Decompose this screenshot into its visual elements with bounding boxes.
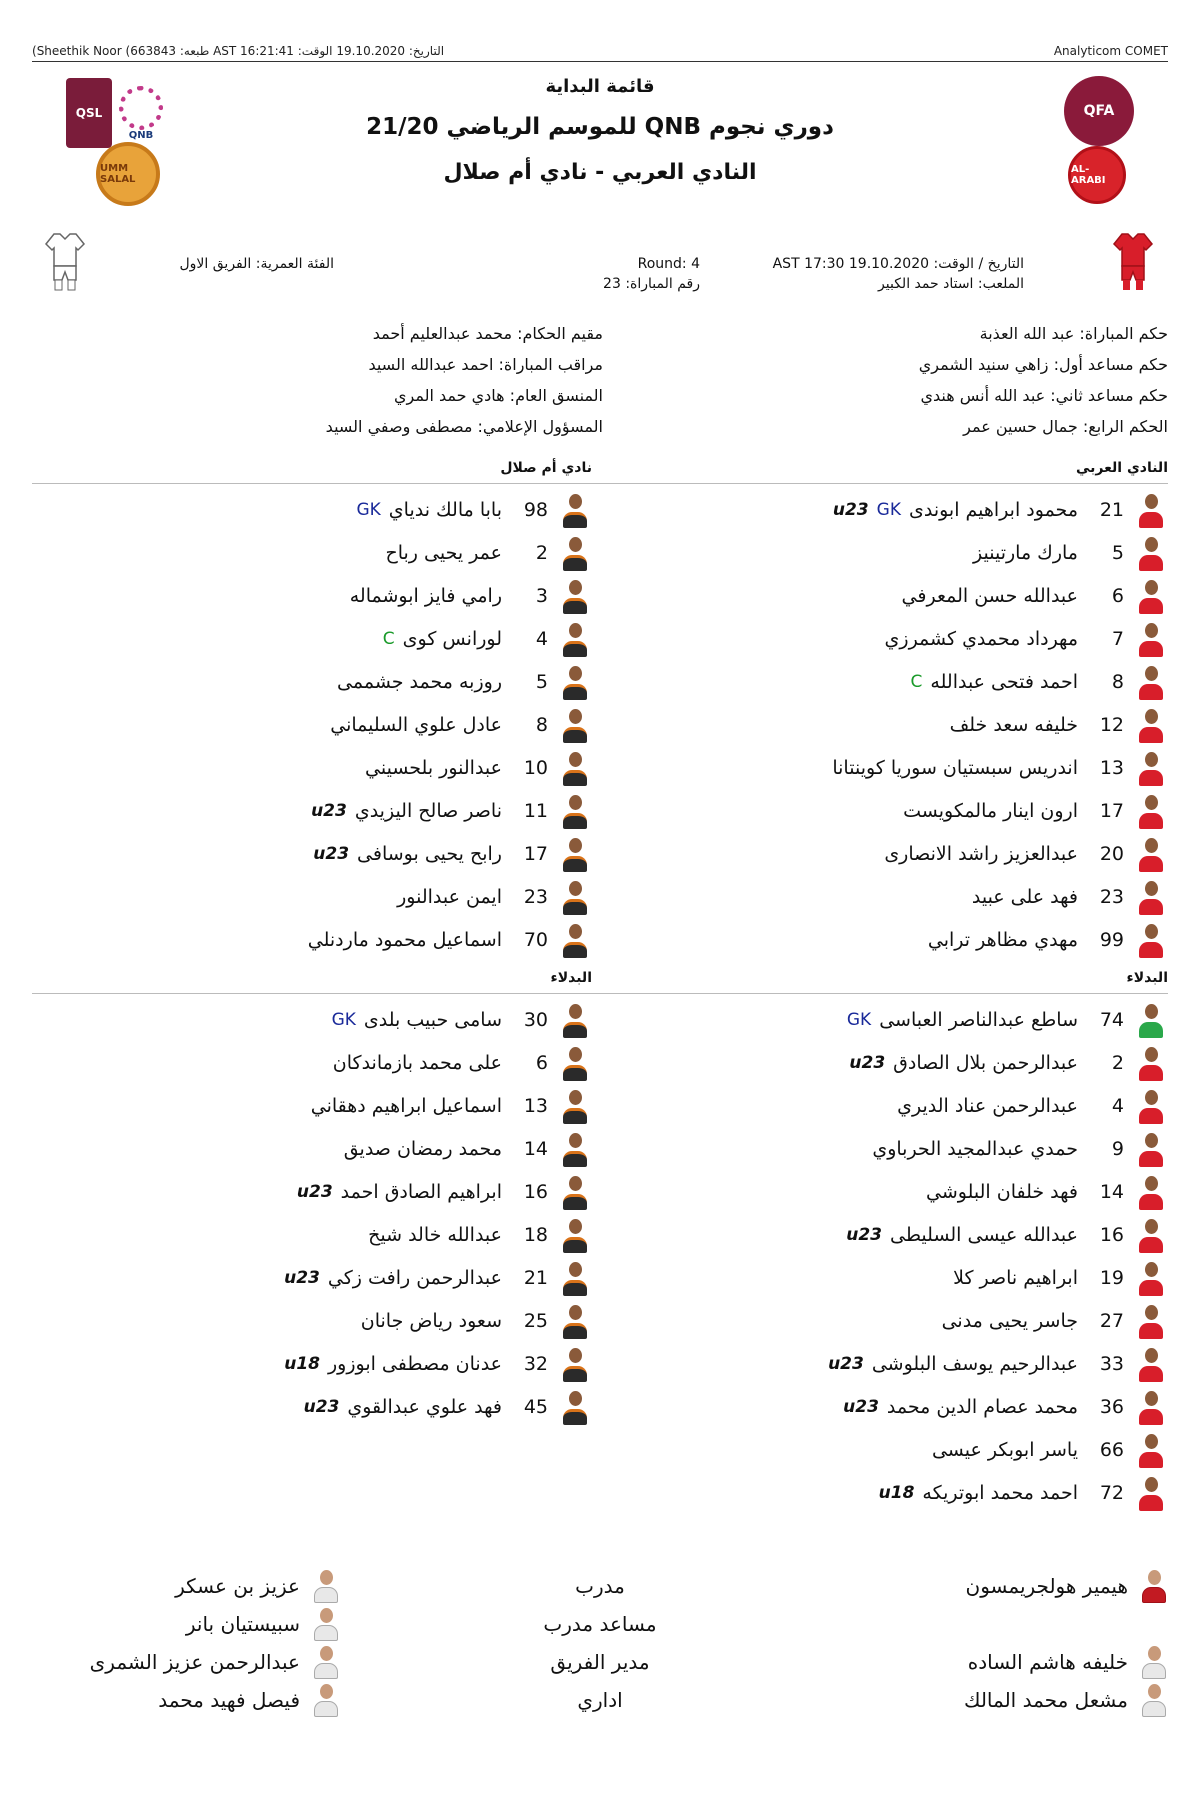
staff-photo (312, 1569, 340, 1603)
player-photo (562, 922, 588, 958)
staff-row (40, 1643, 340, 1681)
player-photo (562, 750, 588, 786)
player-row (604, 617, 1164, 660)
match-datetime-venue (724, 254, 1024, 294)
official-line: المسؤول الإعلامي: مصطفى وصفي السيد (325, 417, 603, 436)
player-photo (1138, 492, 1164, 528)
staff-photo (1140, 1683, 1168, 1717)
age-tag: u18 (878, 1482, 915, 1503)
player-name: عادل علوي السليماني (330, 713, 502, 736)
player-row (28, 918, 588, 961)
player-name: لورانس كوى (402, 627, 502, 650)
player-row (28, 746, 588, 789)
player-name: خليفه سعد خلف (949, 713, 1078, 736)
player-name: اسماعيل محمود ماردنلي (307, 928, 502, 951)
age-tag: u23 (296, 1181, 333, 1202)
player-name: رابح يحيى بوسافى (357, 842, 502, 865)
player-number: 99 (1099, 928, 1124, 951)
player-photo (562, 1217, 588, 1253)
player-name: رامي فايز ابوشماله (349, 584, 502, 607)
player-photo (562, 492, 588, 528)
player-photo (1138, 1389, 1164, 1425)
home-staff-list (868, 1567, 1168, 1719)
staff-row (868, 1567, 1168, 1605)
player-number: 21 (1099, 498, 1124, 521)
print-info: التاريخ: 19.10.2020 الوقت: AST 16:21:41 طبعه: 663843) Sheethik Noor) (32, 44, 445, 58)
player-row (604, 1213, 1164, 1256)
player-name: مارك مارتينيز (973, 541, 1078, 564)
player-photo (562, 836, 588, 872)
player-number: 13 (523, 1094, 548, 1117)
player-number: 17 (523, 842, 548, 865)
player-photo (1138, 793, 1164, 829)
away-staff-list (40, 1567, 340, 1719)
player-row (28, 1041, 588, 1084)
match-number: رقم المباراة: 23 (603, 276, 700, 292)
player-number: 14 (523, 1137, 548, 1160)
player-number: 13 (1099, 756, 1124, 779)
player-name: ايمن عبدالنور (397, 885, 502, 908)
player-name: اندريس سبستيان سوريا كوينتانا (832, 756, 1078, 779)
captain-tag: C (382, 628, 395, 649)
player-row (28, 1385, 588, 1428)
official-line: حكم مساعد أول: زاهي سنيد الشمري (918, 355, 1168, 374)
round-info (560, 254, 700, 294)
system-name: Analyticom COMET (1053, 44, 1168, 58)
player-photo (1138, 879, 1164, 915)
age-tag: u23 (828, 1353, 864, 1374)
player-name: عبدالله حسن المعرفي (901, 584, 1078, 607)
qnb-stars-league-logo: QNB (116, 80, 166, 146)
player-photo (1138, 836, 1164, 872)
player-number: 45 (523, 1395, 548, 1418)
player-number: 32 (523, 1352, 548, 1375)
player-number: 9 (1111, 1137, 1124, 1160)
player-photo (1138, 1131, 1164, 1167)
player-row (604, 1385, 1164, 1428)
player-row (28, 875, 588, 918)
report-header (32, 70, 1168, 230)
player-photo (1138, 1432, 1164, 1468)
staff-name: عبدالرحمن عزيز الشمرى (89, 1650, 300, 1674)
home-subs-list (604, 998, 1164, 1514)
print-header-bar (32, 42, 1168, 62)
player-name: احمد محمد ابوتريكه (922, 1481, 1078, 1504)
player-number: 25 (523, 1309, 548, 1332)
start-list-title: قائمة البداية (545, 76, 655, 97)
player-name: عمر يحيى رباح (385, 541, 502, 564)
player-row (28, 1213, 588, 1256)
staff-name: هيمير هولجريمسون (965, 1574, 1128, 1598)
staff-roles (480, 1567, 720, 1719)
official-line: الحكم الرابع: جمال حسين عمر (963, 417, 1168, 436)
player-name: عبدالله عيسى السليطى (890, 1223, 1078, 1246)
player-name: ابراهيم الصادق احمد (340, 1180, 502, 1203)
player-name: روزبه محمد جشممى (337, 670, 502, 693)
staff-name: خليفه هاشم الساده (967, 1650, 1128, 1674)
player-row (604, 660, 1164, 703)
player-photo (562, 1174, 588, 1210)
staff-photo (312, 1607, 340, 1641)
player-row (604, 918, 1164, 961)
player-number: 36 (1099, 1395, 1124, 1418)
player-number: 16 (523, 1180, 548, 1203)
player-photo (1138, 578, 1164, 614)
player-row (28, 574, 588, 617)
player-row (28, 998, 588, 1041)
player-photo (1138, 535, 1164, 571)
qsl-logo: QSL (66, 78, 112, 148)
player-number: 72 (1099, 1481, 1124, 1504)
staff-photo (1140, 1645, 1168, 1679)
player-name: محمد رمضان صديق (343, 1137, 502, 1160)
age-group: الفئة العمرية: الفريق الاول (179, 256, 334, 272)
player-number: 12 (1099, 713, 1124, 736)
staff-name: فيصل فهيد محمد (158, 1688, 300, 1712)
captain-tag: C (910, 671, 923, 692)
player-name: محمد عصام الدين محمد (886, 1395, 1078, 1418)
player-photo (1138, 750, 1164, 786)
player-photo (1138, 1174, 1164, 1210)
player-row (28, 1127, 588, 1170)
age-tag: u23 (843, 1396, 879, 1417)
player-number: 8 (1111, 670, 1124, 693)
player-name: حمدي عبدالمجيد الحرباوي (872, 1137, 1078, 1160)
player-number: 2 (535, 541, 548, 564)
player-photo (1138, 1303, 1164, 1339)
player-name: مهرداد محمدي كشمرزي (884, 627, 1078, 650)
official-line: مراقب المباراة: احمد عبدالله السيد (368, 355, 603, 374)
player-photo (562, 535, 588, 571)
player-row (28, 789, 588, 832)
player-row (28, 531, 588, 574)
staff-row (868, 1643, 1168, 1681)
age-tag: u23 (311, 800, 347, 821)
player-name: عبدالله خالد شيخ (368, 1223, 502, 1246)
league-title: دوري نجوم QNB للموسم الرياضي 21/20 (366, 114, 834, 140)
divider (32, 483, 1168, 484)
player-number: 18 (523, 1223, 548, 1246)
player-number: 66 (1099, 1438, 1124, 1461)
official-line: مقيم الحكام: محمد عبدالعليم أحمد (372, 324, 603, 343)
player-number: 27 (1099, 1309, 1124, 1332)
staff-row (40, 1567, 340, 1605)
player-number: 14 (1099, 1180, 1124, 1203)
player-name: عبدالعزيز راشد الانصارى (884, 842, 1078, 865)
player-row (604, 1127, 1164, 1170)
player-row (604, 1342, 1164, 1385)
player-photo (1138, 707, 1164, 743)
player-row (28, 617, 588, 660)
player-number: 19 (1099, 1266, 1124, 1289)
match-datetime: التاريخ / الوقت: 19.10.2020 AST 17:30 (772, 256, 1024, 272)
player-number: 7 (1111, 627, 1124, 650)
away-kit-icon (44, 232, 86, 292)
player-photo (1138, 1088, 1164, 1124)
player-number: 21 (523, 1266, 548, 1289)
age-tag: u23 (303, 1396, 340, 1417)
player-row (28, 832, 588, 875)
player-name: فهد خلفان البلوشي (926, 1180, 1078, 1203)
staff-photo (1140, 1569, 1168, 1603)
player-photo (1138, 1475, 1164, 1511)
staff-name: سبيستيان بانر (185, 1612, 300, 1636)
player-photo (562, 1303, 588, 1339)
role-team-manager: مدير الفريق (550, 1650, 650, 1674)
officials-right (788, 318, 1168, 442)
player-number: 70 (523, 928, 548, 951)
player-name: محمود ابراهيم ابوندى (908, 498, 1078, 521)
player-row (604, 1471, 1164, 1514)
player-name: عدنان مصطفى ابوزور (327, 1352, 502, 1375)
role-administrator: اداري (577, 1688, 623, 1712)
player-row (604, 488, 1164, 531)
player-photo (562, 664, 588, 700)
player-row (604, 703, 1164, 746)
player-photo (562, 578, 588, 614)
role-coach: مدرب (575, 1574, 625, 1598)
qfa-logo: QFA (1064, 76, 1134, 146)
player-name: سامى حبيب بلدى (363, 1008, 502, 1031)
player-row (604, 998, 1164, 1041)
player-name: ناصر صالح اليزيدي (354, 799, 502, 822)
player-photo (1138, 664, 1164, 700)
player-photo (562, 1389, 588, 1425)
home-subs-heading: البدلاء (1126, 970, 1168, 986)
player-name: ياسر ابوبكر عيسى (931, 1438, 1078, 1461)
player-number: 20 (1099, 842, 1124, 865)
player-number: 5 (1111, 541, 1124, 564)
player-number: 11 (523, 799, 548, 822)
player-name: ساطع عبدالناصر العباسى (879, 1008, 1078, 1031)
staff-name: مشعل محمد المالك (963, 1688, 1128, 1712)
player-row (28, 660, 588, 703)
player-name: بابا مالك ندياي (388, 498, 502, 521)
goalkeeper-tag: GK (331, 1009, 356, 1030)
away-subs-heading: البدلاء (550, 970, 592, 986)
player-row (28, 488, 588, 531)
player-number: 17 (1099, 799, 1124, 822)
player-photo (562, 1131, 588, 1167)
player-name: عبدالرحمن عناد الديري (897, 1094, 1078, 1117)
age-tag: u18 (284, 1353, 320, 1374)
age-tag: u23 (313, 843, 350, 864)
player-row (604, 1170, 1164, 1213)
home-kit-icon (1112, 232, 1154, 292)
player-photo (562, 621, 588, 657)
player-row (604, 746, 1164, 789)
player-photo (562, 1002, 588, 1038)
player-number: 6 (535, 1051, 548, 1074)
player-name: عبدالنور بلحسيني (365, 756, 502, 779)
player-row (604, 1256, 1164, 1299)
player-name: على محمد بازماندكان (332, 1051, 502, 1074)
player-photo (562, 707, 588, 743)
staff-row (868, 1605, 1168, 1643)
goalkeeper-tag: GK (356, 499, 381, 520)
player-row (28, 1170, 588, 1213)
player-number: 23 (523, 885, 548, 908)
player-number: 23 (1099, 885, 1124, 908)
age-tag: u23 (284, 1267, 320, 1288)
role-assistant-coach: مساعد مدرب (543, 1612, 657, 1636)
player-row (28, 1084, 588, 1127)
match-venue: الملعب: استاد حمد الكبير (878, 276, 1024, 292)
player-photo (562, 793, 588, 829)
player-photo (1138, 621, 1164, 657)
player-number: 16 (1099, 1223, 1124, 1246)
player-row (28, 703, 588, 746)
official-line: المنسق العام: هادي حمد المري (394, 386, 603, 405)
player-name: فهد علوي عبدالقوي (347, 1395, 502, 1418)
player-photo (562, 1088, 588, 1124)
away-starters-list (28, 488, 588, 961)
player-photo (562, 1260, 588, 1296)
away-team-heading: نادي أم صلال (500, 460, 592, 476)
staff-name: عزيز بن عسكر (175, 1574, 300, 1598)
official-line: حكم مساعد ثاني: عبد الله أنس هندي (920, 386, 1168, 405)
player-photo (562, 1045, 588, 1081)
player-row (604, 574, 1164, 617)
player-row (604, 1428, 1164, 1471)
player-number: 98 (523, 498, 548, 521)
player-name: سعود رياض جانان (360, 1309, 502, 1332)
player-name: عبدالرحيم يوسف البلوشى (871, 1352, 1078, 1375)
player-row (604, 531, 1164, 574)
officials-left (243, 318, 603, 442)
player-number: 4 (1111, 1094, 1124, 1117)
player-photo (1138, 1217, 1164, 1253)
player-number: 33 (1099, 1352, 1124, 1375)
player-number: 4 (535, 627, 548, 650)
player-photo (1138, 1260, 1164, 1296)
al-arabi-logo: AL-ARABI (1068, 146, 1126, 204)
home-starters-list (604, 488, 1164, 961)
player-row (28, 1342, 588, 1385)
player-number: 2 (1111, 1051, 1124, 1074)
player-photo (1138, 922, 1164, 958)
goalkeeper-tag: GK (876, 499, 901, 520)
staff-row (40, 1681, 340, 1719)
player-photo (1138, 1002, 1164, 1038)
player-number: 30 (523, 1008, 548, 1031)
player-name: عبدالرحمن رافت زكي (327, 1266, 502, 1289)
player-photo (562, 1346, 588, 1382)
player-photo (1138, 1045, 1164, 1081)
player-row (604, 875, 1164, 918)
player-name: ارون اينار مالمكويست (903, 799, 1078, 822)
player-row (28, 1299, 588, 1342)
player-row (28, 1256, 588, 1299)
player-name: عبدالرحمن بلال الصادق (893, 1051, 1078, 1074)
player-name: ابراهيم ناصر كلا (953, 1266, 1078, 1289)
official-line: حكم المباراة: عبد الله العذبة (979, 324, 1168, 343)
age-tag: u23 (846, 1224, 882, 1245)
player-photo (562, 879, 588, 915)
player-number: 5 (535, 670, 548, 693)
staff-photo (312, 1683, 340, 1717)
divider (32, 993, 1168, 994)
player-number: 3 (535, 584, 548, 607)
match-title: النادي العربي - نادي أم صلال (443, 160, 757, 185)
umm-salal-logo: UMM SALAL (96, 142, 160, 206)
home-team-heading: النادي العربي (1075, 460, 1168, 476)
round-number: Round: 4 (637, 256, 700, 272)
player-photo (1138, 1346, 1164, 1382)
staff-row (868, 1681, 1168, 1719)
age-tag: u23 (849, 1052, 886, 1073)
player-name: مهدي مظاهر ترابي (927, 928, 1078, 951)
player-name: اسماعيل ابراهيم دهقاني (310, 1094, 502, 1117)
player-number: 10 (523, 756, 548, 779)
player-row (604, 1041, 1164, 1084)
player-name: جاسر يحيى مدنى (941, 1309, 1078, 1332)
player-row (604, 1299, 1164, 1342)
player-name: احمد فتحى عبدالله (930, 670, 1078, 693)
age-tag: u23 (832, 499, 869, 520)
player-row (604, 1084, 1164, 1127)
player-name: فهد على عبيد (971, 885, 1078, 908)
player-number: 74 (1099, 1008, 1124, 1031)
staff-photo (312, 1645, 340, 1679)
player-row (604, 832, 1164, 875)
goalkeeper-tag: GK (846, 1009, 872, 1030)
away-subs-list (28, 998, 588, 1428)
player-row (604, 789, 1164, 832)
player-number: 6 (1111, 584, 1124, 607)
player-number: 8 (535, 713, 548, 736)
staff-row (40, 1605, 340, 1643)
